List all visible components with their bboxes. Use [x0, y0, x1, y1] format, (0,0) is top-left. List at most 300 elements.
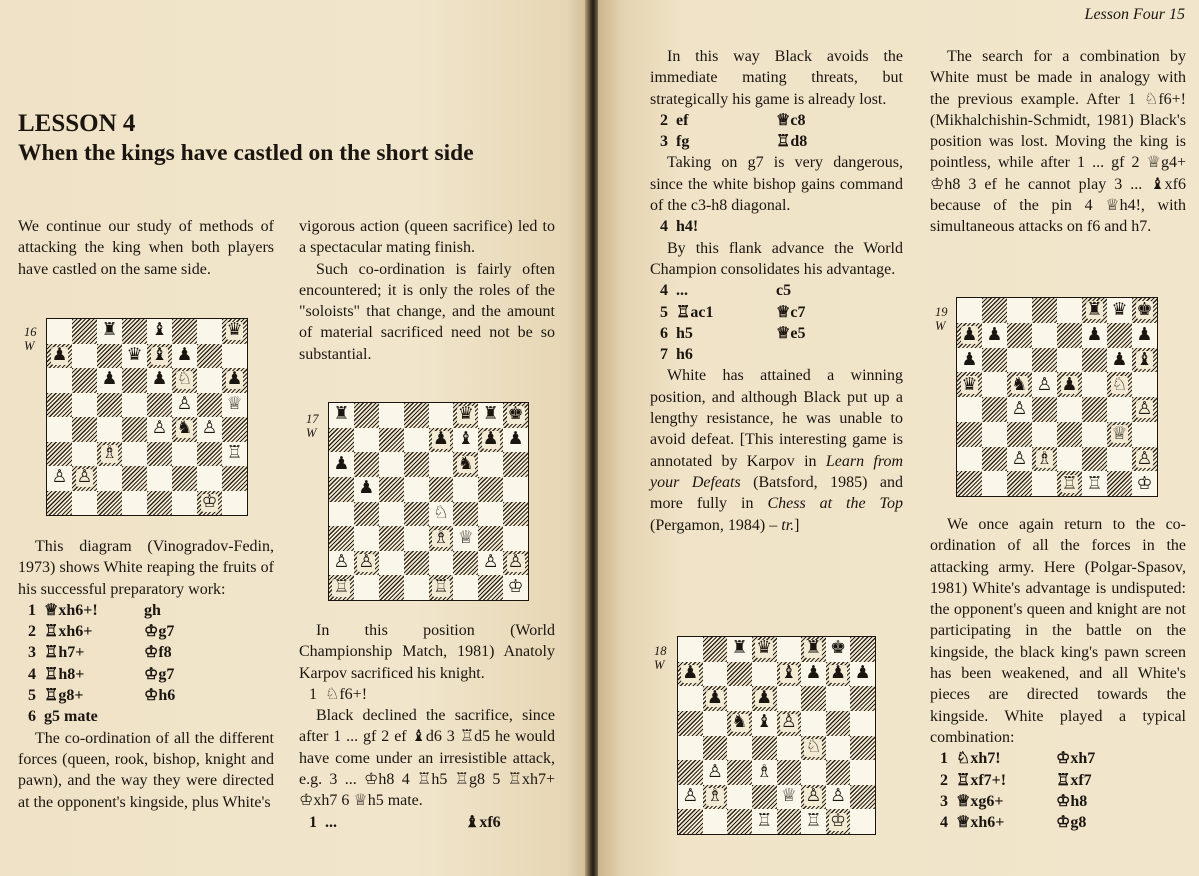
column-2-paragraph-2: Such co-ordination is fairly often encountered; it is only the roles of the "soloists" that change, and the amount of material sacrificed need not be so substantial.: [299, 260, 555, 363]
black-bishop-icon: ♝: [756, 712, 773, 733]
board-square: [957, 447, 982, 472]
board-square: [47, 393, 72, 418]
board-square: [354, 502, 379, 527]
white-move: fg: [676, 133, 690, 151]
board-square: [97, 393, 122, 418]
board-square: [1057, 397, 1082, 422]
board-square: [172, 417, 197, 442]
move-line: [650, 302, 903, 323]
black-pawn-icon: ♟: [706, 687, 723, 708]
board-square: [429, 428, 454, 453]
board-square: [801, 711, 826, 736]
board-square: [122, 491, 147, 516]
board-square: [72, 368, 97, 393]
column-3: [650, 46, 903, 536]
board-square: [197, 417, 222, 442]
chess-diagram-19: [956, 297, 1158, 497]
board-square: [1032, 447, 1057, 472]
board-square: [826, 637, 851, 662]
board-square: [1132, 298, 1157, 323]
white-king-icon: ♔: [830, 810, 846, 831]
board-square: [752, 711, 777, 736]
column-3-paragraph-1: In this way Black avoids the immediate mating threats, but strategically his game is already lost.: [650, 48, 903, 108]
column-3-paragraph-2: Taking on g7 is very dangerous, since the white bishop gains command of the c3-h8 diagonal.: [650, 154, 903, 215]
book-title-1: Learn from your Defeats: [650, 452, 904, 491]
white-pawn-icon: ♙: [507, 552, 524, 573]
board-square: [850, 711, 875, 736]
board-square: [982, 447, 1007, 472]
board-square: [727, 662, 752, 687]
black-queen-icon: ♛: [756, 638, 773, 659]
board-square: [97, 491, 122, 516]
board-square: [801, 785, 826, 810]
board-square: [453, 502, 478, 527]
board-square: [503, 452, 528, 477]
board-square: [982, 422, 1007, 447]
black-pawn-icon: ♟: [333, 453, 350, 474]
board-square: [453, 403, 478, 428]
move-line: [650, 280, 903, 301]
black-move: ♔g8: [1056, 814, 1087, 832]
board-square: [777, 662, 802, 687]
move-number: 3: [940, 792, 948, 810]
black-pawn-icon: ♟: [961, 324, 978, 346]
column-4-top: [930, 46, 1186, 238]
move-list-1: [18, 600, 274, 728]
board-square: [429, 551, 454, 576]
white-queen-icon: ♕: [780, 786, 797, 807]
board-square: [354, 428, 379, 453]
white-knight-icon: ♘: [432, 502, 449, 523]
left-page: [0, 0, 590, 876]
black-bishop-icon: ♝: [1136, 348, 1153, 370]
board-square: [777, 686, 802, 711]
board-square: [777, 736, 802, 761]
black-pawn-icon: ♟: [1061, 373, 1078, 395]
board-square: [801, 637, 826, 662]
black-move: ♔g7: [144, 623, 175, 641]
black-rook-icon: ♜: [101, 320, 118, 341]
board-square: [957, 471, 982, 496]
diagram-19-label: 19 W: [935, 305, 948, 333]
white-pawn-icon: ♙: [482, 552, 499, 573]
board-square: [1032, 397, 1057, 422]
white-pawn-icon: ♙: [682, 786, 699, 807]
board-square: [47, 491, 72, 516]
board-square: [826, 711, 851, 736]
board-square: [678, 760, 703, 785]
board-square: [957, 397, 982, 422]
white-queen-icon: ♕: [1111, 423, 1128, 445]
white-rook-icon: ♖: [333, 576, 350, 597]
white-move: h5: [676, 324, 693, 342]
black-rook-icon: ♜: [482, 404, 499, 425]
board-square: [1082, 372, 1107, 397]
black-queen-icon: ♛: [126, 344, 143, 365]
board-square: [329, 403, 354, 428]
board-square: [478, 575, 503, 600]
black-pawn-icon: ♟: [805, 663, 822, 684]
black-move: ♕c8: [776, 111, 806, 129]
board-square: [147, 442, 172, 467]
board-square: [957, 348, 982, 373]
column-2-paragraph-4: Black declined the sacrifice, since after 1 ... gf 2 ef ♝d6 3 ♖d5 he would have come under an irresistible attack, e.g. 3 ... ♔h8 4 ♖h5 ♖g8 5 ♖xh7+ ♔xh7 6 ♕h5 mate.: [299, 707, 555, 810]
board-square: [147, 491, 172, 516]
board-square: [478, 477, 503, 502]
move-number: 2: [940, 771, 948, 789]
white-pawn-icon: ♙: [76, 467, 93, 488]
board-square: [354, 575, 379, 600]
move-number: 5: [28, 687, 36, 705]
black-pawn-icon: ♟: [507, 429, 524, 450]
white-move: ef: [676, 111, 689, 129]
board-square: [379, 551, 404, 576]
white-rook-icon: ♖: [1086, 472, 1103, 494]
black-move: ♖d8: [776, 133, 808, 151]
white-rook-icon: ♖: [226, 442, 243, 463]
board-square: [329, 428, 354, 453]
black-move: ♔h8: [1056, 792, 1088, 810]
board-square: [329, 502, 354, 527]
move-number: 6: [28, 708, 36, 726]
move-number: 4: [28, 665, 36, 683]
move-number: 1: [940, 750, 948, 768]
black-king-icon: ♚: [830, 638, 846, 659]
black-pawn-icon: ♟: [51, 344, 68, 365]
board-square: [1032, 471, 1057, 496]
board-square: [1082, 397, 1107, 422]
board-square: [982, 323, 1007, 348]
board-square: [1057, 298, 1082, 323]
board-square: [801, 760, 826, 785]
black-pawn-icon: ♟: [176, 344, 193, 365]
board-square: [478, 526, 503, 551]
move-list-3b: [650, 216, 903, 237]
column-2-paragraph-3: In this position (World Championship Match, 1981) Anatoly Karpov sacrificed his knight.: [299, 622, 555, 682]
black-pawn-icon: ♟: [986, 324, 1003, 346]
board-square: [197, 466, 222, 491]
move-number: 3: [660, 133, 668, 151]
board-square: [1007, 348, 1032, 373]
board-square: [503, 575, 528, 600]
move-line: [930, 791, 1186, 812]
black-pawn-icon: ♟: [151, 369, 168, 390]
black-bishop-icon: ♝: [151, 344, 168, 365]
book-title-2: Chess at the Top: [767, 495, 903, 513]
diagram-16-label: 16 W: [24, 325, 37, 353]
black-king-icon: ♚: [507, 404, 524, 425]
board-square: [197, 319, 222, 344]
board-square: [678, 637, 703, 662]
board-square: [354, 477, 379, 502]
board-square: [727, 760, 752, 785]
move-line: 1 ♘f6+!: [309, 685, 368, 703]
white-pawn-icon: ♙: [358, 552, 375, 573]
black-queen-icon: ♛: [961, 373, 978, 395]
board-square: [329, 526, 354, 551]
move-number: 4: [660, 282, 668, 300]
board-square: [172, 319, 197, 344]
move-line: [18, 664, 274, 685]
board-square: [404, 403, 429, 428]
board-square: [703, 637, 728, 662]
board-square: [329, 551, 354, 576]
white-knight-icon: ♘: [176, 369, 193, 390]
black-rook-icon: ♜: [333, 404, 350, 425]
board-square: [478, 502, 503, 527]
white-king-icon: ♔: [1136, 472, 1153, 494]
board-square: [752, 785, 777, 810]
board-square: [197, 491, 222, 516]
board-square: [826, 736, 851, 761]
board-square: [1132, 422, 1157, 447]
black-pawn-icon: ♟: [226, 369, 243, 390]
black-king-icon: ♚: [1136, 299, 1153, 321]
board-square: [122, 417, 147, 442]
board-square: [752, 809, 777, 834]
board-square: [122, 368, 147, 393]
white-pawn-icon: ♙: [176, 393, 193, 414]
board-square: [850, 785, 875, 810]
board-square: [777, 785, 802, 810]
board-square: [429, 526, 454, 551]
board-square: [678, 736, 703, 761]
board-square: [1057, 372, 1082, 397]
board-square: [72, 393, 97, 418]
board-square: [678, 686, 703, 711]
white-move: ♖ac1: [676, 303, 714, 321]
board-square: [72, 442, 97, 467]
black-rook-icon: ♜: [805, 638, 822, 659]
black-pawn-icon: ♟: [1111, 348, 1128, 370]
board-square: [503, 526, 528, 551]
board-square: [404, 502, 429, 527]
board-square: [404, 477, 429, 502]
white-pawn-icon: ♙: [805, 786, 822, 807]
board-square: [47, 319, 72, 344]
white-pawn-icon: ♙: [1136, 398, 1153, 420]
board-square: [727, 637, 752, 662]
board-square: [172, 393, 197, 418]
board-square: [727, 736, 752, 761]
move-line: [930, 770, 1186, 791]
board-square: [429, 452, 454, 477]
board-square: [752, 637, 777, 662]
board-square: [1132, 471, 1157, 496]
board-square: [329, 452, 354, 477]
white-pawn-icon: ♙: [830, 786, 846, 807]
board-square: [222, 442, 247, 467]
board-square: [147, 319, 172, 344]
board-square: [1057, 323, 1082, 348]
board-square: [503, 551, 528, 576]
board-square: [1082, 348, 1107, 373]
white-move: h4!: [676, 218, 699, 236]
board-square: [1007, 447, 1032, 472]
board-square: [777, 637, 802, 662]
move-line: [18, 642, 274, 663]
board-square: [1032, 372, 1057, 397]
board-square: [97, 368, 122, 393]
board-square: [222, 466, 247, 491]
column-3-paragraph-4: White has attained a winning position, and although Black put up a lengthy resistance, he was unable to avoid defeat. [This interesting game is annotated by Karpov in Learn from your Defeats (Batsford, 1985) and more fully in Chess at the Top (Pergamon, 1984) – tr.]: [650, 367, 904, 534]
chess-diagram-18: [677, 636, 876, 835]
board-square: [1082, 298, 1107, 323]
white-move: ♖g8+: [44, 687, 84, 705]
translator-note: tr.: [781, 516, 795, 534]
black-pawn-icon: ♟: [482, 429, 499, 450]
white-rook-icon: ♖: [432, 576, 449, 597]
board-square: [1107, 397, 1132, 422]
board-square: [703, 662, 728, 687]
white-move: h6: [676, 346, 693, 364]
board-square: [1132, 397, 1157, 422]
board-square: [379, 477, 404, 502]
board-square: [1107, 372, 1132, 397]
white-move: g5 mate: [44, 708, 98, 726]
board-square: [1032, 298, 1057, 323]
board-square: [478, 551, 503, 576]
board-square: [727, 686, 752, 711]
white-move: ♘xh7!: [956, 750, 1001, 768]
move-number: 5: [660, 303, 668, 321]
board-square: [703, 736, 728, 761]
board-square: [97, 442, 122, 467]
move-list-3c: [650, 280, 903, 365]
white-move: ♕xh6+!: [44, 601, 98, 619]
board-square: [1057, 471, 1082, 496]
board-square: [1032, 323, 1057, 348]
board-square: [122, 466, 147, 491]
board-square: [478, 452, 503, 477]
board-square: [801, 662, 826, 687]
running-head: Lesson Four 15: [1084, 6, 1185, 23]
board-square: [47, 368, 72, 393]
board-square: [404, 526, 429, 551]
black-pawn-icon: ♟: [756, 687, 773, 708]
white-knight-icon: ♘: [805, 736, 822, 757]
white-pawn-icon: ♙: [1136, 447, 1153, 469]
board-square: [97, 466, 122, 491]
black-move: ♔h6: [144, 687, 176, 705]
white-rook-icon: ♖: [756, 810, 773, 831]
board-square: [982, 372, 1007, 397]
board-square: [957, 298, 982, 323]
column-2-bottom: [299, 620, 555, 833]
white-pawn-icon: ♙: [333, 552, 350, 573]
board-square: [703, 711, 728, 736]
board-square: [752, 736, 777, 761]
board-square: [97, 417, 122, 442]
board-square: [147, 393, 172, 418]
column-4-paragraph-2: We once again return to the co-ordination of all the forces in the attacking army. Here (Polgar-Spasov, 1981) White's advantage is undisputed: the opponent's queen and knight are not participating in the battle on the kingside, the black king's pawn screen has been weakened, and all White's pieces are directed towards the kingside. White played a typical combination:: [930, 516, 1186, 746]
black-bishop-icon: ♝: [151, 320, 168, 341]
board-square: [222, 368, 247, 393]
board-square: [429, 502, 454, 527]
column-4-bottom: [930, 514, 1186, 833]
white-move: ...: [676, 282, 688, 300]
black-pawn-icon: ♟: [101, 369, 118, 390]
board-square: [172, 344, 197, 369]
board-square: [354, 403, 379, 428]
board-square: [453, 428, 478, 453]
board-square: [379, 452, 404, 477]
board-square: [453, 452, 478, 477]
board-square: [197, 344, 222, 369]
board-square: [1107, 471, 1132, 496]
board-square: [172, 442, 197, 467]
diagram-17-label: 17 W: [306, 412, 319, 440]
board-square: [727, 809, 752, 834]
board-square: [777, 760, 802, 785]
board-square: [222, 417, 247, 442]
board-square: [222, 319, 247, 344]
board-square: [703, 785, 728, 810]
board-square: [222, 344, 247, 369]
board-square: [826, 760, 851, 785]
black-queen-icon: ♛: [1111, 299, 1128, 321]
move-line: [18, 600, 274, 621]
black-pawn-icon: ♟: [432, 429, 449, 450]
white-pawn-icon: ♙: [706, 761, 723, 782]
board-square: [1082, 422, 1107, 447]
move-line: 1 ... ♝xf6: [309, 813, 501, 831]
white-king-icon: ♔: [201, 491, 218, 512]
move-list-3a: [650, 110, 903, 153]
board-square: [727, 711, 752, 736]
black-queen-icon: ♛: [457, 404, 474, 425]
board-square: [404, 428, 429, 453]
column-1-top: [18, 216, 274, 280]
board-square: [478, 403, 503, 428]
diagram-18-label: 18 W: [654, 644, 667, 672]
board-square: [47, 344, 72, 369]
board-square: [329, 477, 354, 502]
board-square: [826, 662, 851, 687]
board-square: [72, 319, 97, 344]
move-number: 2: [28, 623, 36, 641]
board-square: [777, 711, 802, 736]
board-square: [404, 575, 429, 600]
move-line: [650, 110, 903, 131]
board-square: [429, 575, 454, 600]
board-square: [429, 403, 454, 428]
black-knight-icon: ♞: [1011, 373, 1028, 395]
board-square: [453, 575, 478, 600]
board-square: [47, 466, 72, 491]
black-bishop-icon: ♝: [457, 429, 474, 450]
board-square: [826, 809, 851, 834]
board-square: [354, 551, 379, 576]
intro-paragraph: We continue our study of methods of attacking the king when both players have castled on the same side.: [18, 218, 274, 278]
board-square: [379, 428, 404, 453]
board-square: [850, 760, 875, 785]
board-square: [1032, 348, 1057, 373]
board-square: [850, 637, 875, 662]
move-number: 1: [28, 601, 36, 619]
white-bishop-icon: ♗: [432, 527, 449, 548]
move-line: [930, 748, 1186, 769]
board-square: [752, 662, 777, 687]
board-square: [957, 422, 982, 447]
board-square: [122, 344, 147, 369]
white-move: ♖h8+: [44, 665, 85, 683]
board-square: [826, 686, 851, 711]
white-move: ♕xg6+: [956, 792, 1004, 810]
white-bishop-icon: ♗: [1036, 447, 1053, 469]
board-square: [1007, 323, 1032, 348]
board-square: [122, 319, 147, 344]
